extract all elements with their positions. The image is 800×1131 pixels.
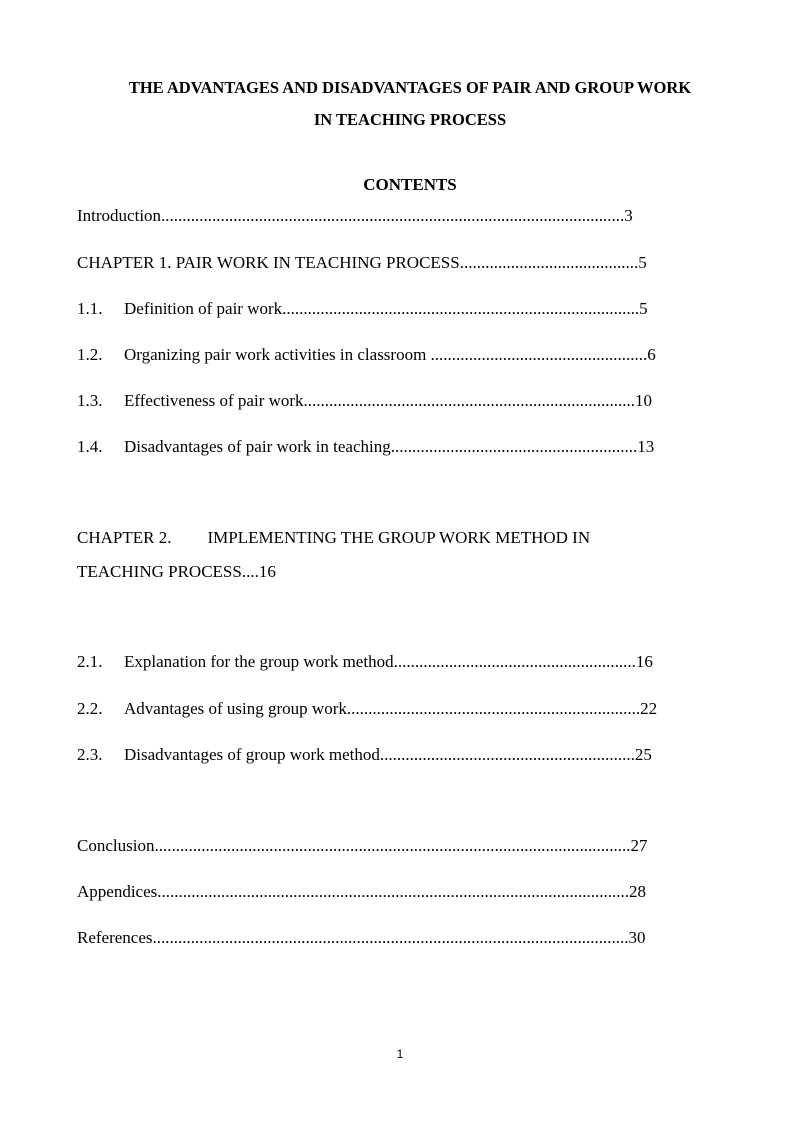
toc-conclusion: Conclusion................................................................................................................27 [77,836,648,855]
section-entry: Advantages of using group work.....................................................................22 [124,699,658,718]
section-number: 1.2. [77,345,103,364]
toc-chapter-2-continued: TEACHING PROCESS....16 [77,562,276,581]
section-entry: Disadvantages of pair work in teaching..........................................................13 [124,437,655,456]
section-number: 1.1. [77,299,103,318]
section-entry: Disadvantages of group work method............................................................25 [124,745,652,764]
toc-introduction: Introduction.............................................................................................................3 [77,206,633,225]
page-number: 1 [396,1047,404,1061]
section-entry: Effectiveness of pair work..............................................................................10 [124,391,653,410]
section-entry: Explanation for the group work method.........................................................16 [124,652,653,671]
chapter-title: IMPLEMENTING THE GROUP WORK METHOD IN [207,528,591,547]
chapter-label: CHAPTER 2. [77,528,172,547]
toc-section-2-1 [77,652,653,672]
section-entry: Definition of pair work....................................................................................5 [124,299,648,318]
toc-section-2-2 [77,699,657,719]
toc-appendices: Appendices...............................................................................................................28 [77,882,647,901]
toc-chapter-2 [77,528,590,548]
toc-section-1-1 [77,299,648,319]
toc-section-1-3 [77,391,652,411]
contents-heading: CONTENTS [363,175,457,194]
section-number: 2.3. [77,745,103,764]
toc-section-1-2 [77,345,656,365]
section-number: 1.3. [77,391,103,410]
document-title-line-1: THE ADVANTAGES AND DISADVANTAGES OF PAIR AND GROUP WORK [128,78,692,97]
section-entry: Organizing pair work activities in classroom ...................................................6 [124,345,656,364]
document-title-line-2: IN TEACHING PROCESS [313,110,507,129]
section-number: 1.4. [77,437,103,456]
section-number: 2.2. [77,699,103,718]
toc-references: References................................................................................................................30 [77,928,646,947]
toc-section-2-3 [77,745,652,765]
section-number: 2.1. [77,652,103,671]
toc-chapter-1: CHAPTER 1. PAIR WORK IN TEACHING PROCESS..........................................5 [77,253,647,272]
toc-section-1-4 [77,437,654,457]
